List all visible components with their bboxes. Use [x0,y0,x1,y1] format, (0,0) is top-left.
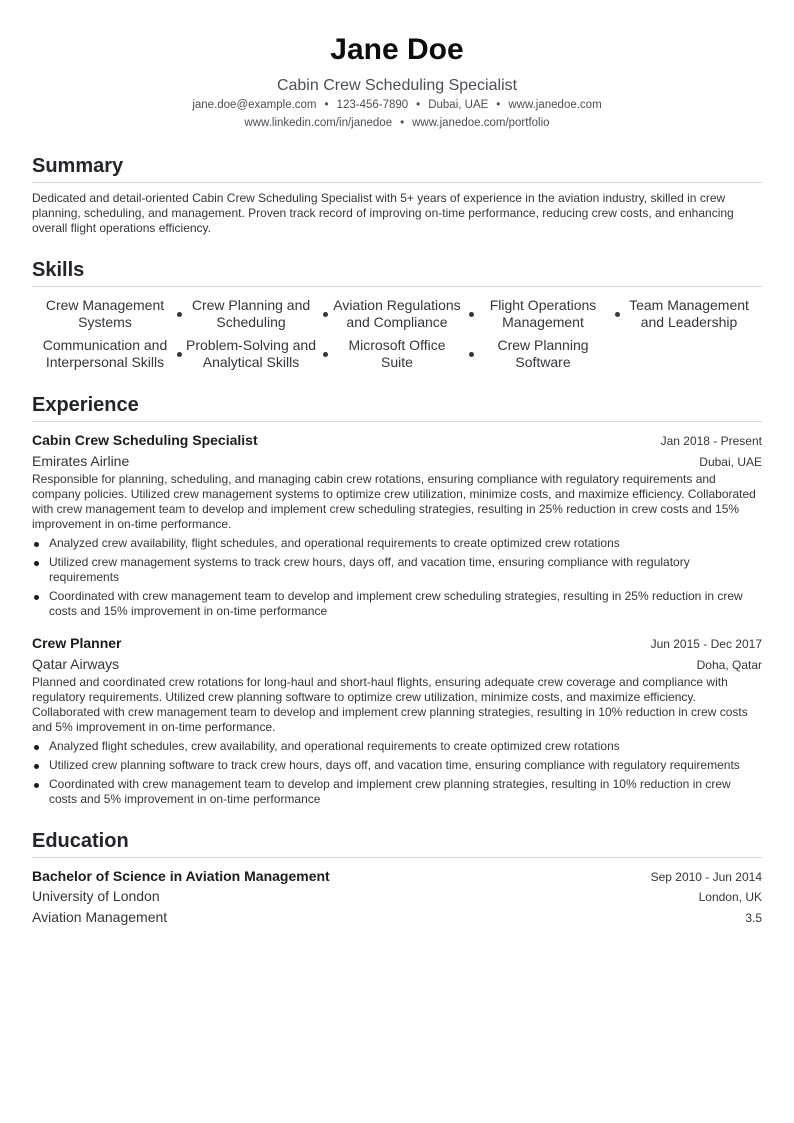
job-location: Dubai, UAE [699,455,762,469]
bullet-dot-icon [34,561,39,566]
separator-dot: • [324,99,329,111]
section-heading-skills: Skills [32,258,762,287]
skill-item: Microsoft Office Suite [324,337,470,371]
skill-item: Communication and Interpersonal Skills [32,337,178,371]
separator-dot: • [496,99,501,111]
job-company: Qatar Airways [32,656,120,672]
edu-location: London, UK [698,890,762,904]
skills-section [32,258,762,371]
bullet-dot-icon [34,542,39,547]
job-dates: Jan 2018 - Present [660,434,762,448]
contact-row-secondary [32,114,762,132]
summary-text: Dedicated and detail-oriented Cabin Crew Scheduling Specialist with 5+ years of experience in the aviation industry, skilled in crew planning, scheduling, and management. Proven track record of improving on-time performance, reducing crew costs, and enhancing overall flight operations efficiency. [32,191,734,235]
section-heading-education: Education [32,829,762,858]
candidate-name: Jane Doe [330,33,464,66]
skill-item: Crew Management Systems [32,297,178,331]
edu-dates: Sep 2010 - Jun 2014 [650,870,762,884]
candidate-title: Cabin Crew Scheduling Specialist [276,77,518,94]
list-item: Utilized crew planning software to track crew hours, days off, and vacation time, ensuring compliance with regulatory requirements [32,758,762,773]
skill-item: Flight Operations Management [470,297,616,331]
list-item: Analyzed flight schedules, crew availability, and operational requirements to create optimized crew rotations [32,739,762,754]
edu-gpa: 3.5 [745,911,762,925]
list-item: Utilized crew management systems to track crew hours, days off, and vacation time, ensuring compliance with regulatory requirements [32,555,762,585]
skill-item: Crew Planning Software [497,337,589,370]
job-company: Emirates Airline [32,453,130,469]
job-entry [32,633,762,807]
bullet-dot-icon [34,783,39,788]
separator-dot: • [416,99,421,111]
contact-portfolio[interactable]: www.janedoe.com/portfolio [412,117,550,129]
contact-email[interactable]: jane.doe@example.com [192,99,317,111]
contact-website[interactable]: www.janedoe.com [508,99,602,111]
bullet-dot-icon [34,595,39,600]
list-item: Coordinated with crew management team to develop and implement crew scheduling strategies, resulting in 25% reduction in crew costs and 15% improvement in on-time performance [32,589,762,619]
summary-section [32,154,762,236]
bullet-dot-icon [34,764,39,769]
job-entry [32,430,762,619]
job-location: Doha, Qatar [696,658,762,672]
edu-degree: Bachelor of Science in Aviation Management [32,868,330,884]
contact-phone[interactable]: 123-456-7890 [336,99,409,111]
job-description: Responsible for planning, scheduling, and managing cabin crew rotations, ensuring compliance with regulatory requirements and company policies. Utilized crew management systems to optimize crew utilization, minimize costs, and maximize efficiency. Collaborated with crew management team to develop and implement crew scheduling strategies, resulting in 25% reduction in crew costs and 15% improvement in on-time performance. [32,472,756,531]
job-role: Crew Planner [32,635,122,651]
resume-header [32,0,762,132]
experience-section [32,393,762,807]
skill-item: Crew Planning and Scheduling [178,297,324,331]
job-bullets [32,739,762,807]
edu-school: University of London [32,888,160,904]
contact-linkedin[interactable]: www.linkedin.com/in/janedoe [244,117,393,129]
education-section [32,829,762,928]
section-heading-summary: Summary [32,154,762,183]
job-description: Planned and coordinated crew rotations for long-haul and short-haul flights, ensuring adequate crew coverage and compliance with regulatory requirements. Utilized crew planning software to optimize crew utilization, minimize costs, and maximize efficiency. Collaborated with crew management team to develop and implement crew planning strategies, resulting in 10% reduction in crew costs and 5% improvement in on-time performance. [32,675,748,734]
list-item: Coordinated with crew management team to develop and implement crew planning strategies, resulting in 10% reduction in crew costs and 5% improvement in on-time performance [32,777,762,807]
bullet-dot-icon [34,745,39,750]
skill-item: Problem-Solving and Analytical Skills [178,337,324,371]
edu-field: Aviation Management [32,909,168,925]
skill-item: Aviation Regulations and Compliance [324,297,470,331]
contact-location: Dubai, UAE [428,99,489,111]
skill-item: Team Management and Leadership [629,297,749,330]
job-dates: Jun 2015 - Dec 2017 [650,637,762,651]
skills-grid [32,297,762,371]
contact-row-primary [32,96,762,114]
job-bullets [32,536,762,619]
list-item: Analyzed crew availability, flight schedules, and operational requirements to create optimized crew rotations [32,536,762,551]
job-role: Cabin Crew Scheduling Specialist [32,432,258,448]
section-heading-experience: Experience [32,393,762,422]
separator-dot: • [400,117,405,129]
